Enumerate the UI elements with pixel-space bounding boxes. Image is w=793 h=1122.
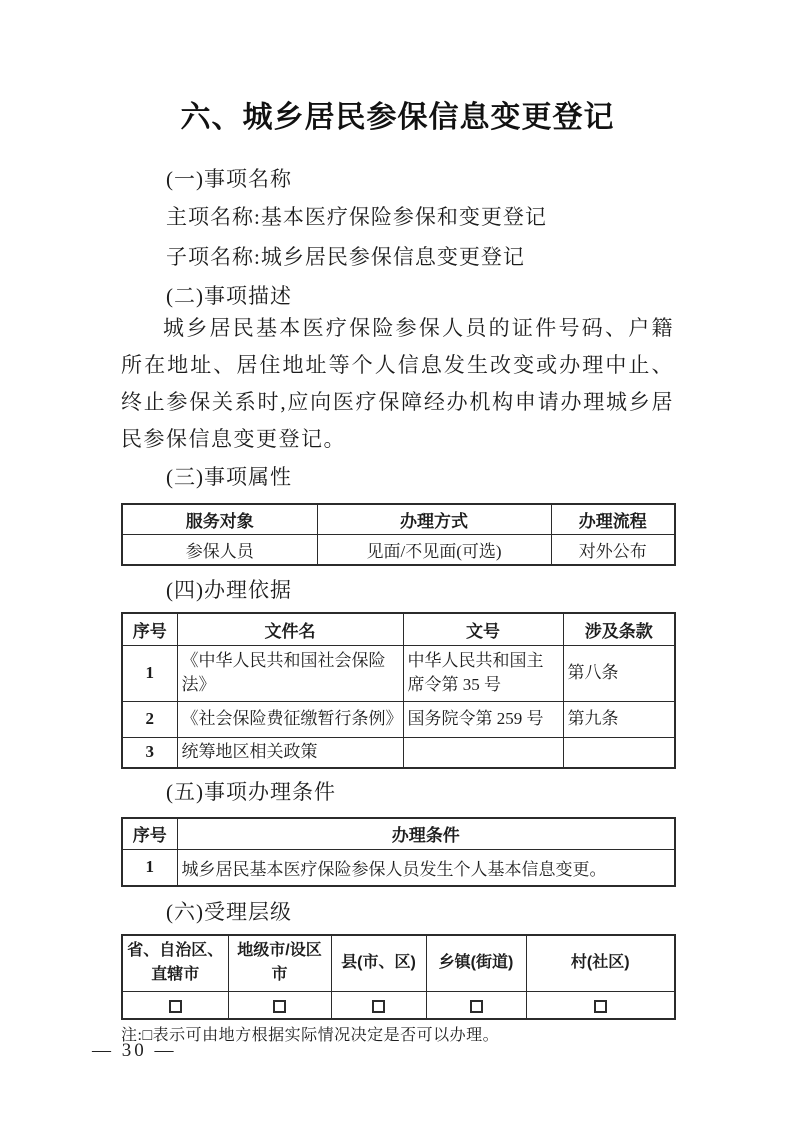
table-cell: 国务院令第 259 号 (403, 701, 563, 737)
conditions-table (121, 817, 676, 887)
table-cell (403, 737, 563, 768)
table-cell: 城乡居民基本医疗保险参保人员发生个人基本信息变更。 (177, 849, 675, 886)
section-heading-3: (三)事项属性 (166, 465, 292, 489)
table-cell (331, 991, 426, 1019)
table-cell (122, 991, 228, 1019)
table-header-cell: 省、自治区、直辖市 (122, 935, 228, 991)
table-cell: 第八条 (563, 645, 675, 701)
checkbox-icon (273, 1000, 286, 1013)
table-header-cell: 地级市/设区市 (228, 935, 331, 991)
table-cell: 见面/不见面(可选) (317, 535, 551, 566)
table-header-cell: 乡镇(街道) (426, 935, 526, 991)
attributes-table (121, 503, 676, 566)
table-header-cell: 序号 (122, 818, 177, 849)
table-cell (526, 991, 675, 1019)
table-header-cell: 文件名 (177, 613, 403, 645)
checkbox-icon (470, 1000, 483, 1013)
section-heading-2: (二)事项描述 (166, 284, 292, 308)
section-heading-1: (一)事项名称 (166, 167, 292, 191)
checkbox-row (122, 991, 675, 1019)
table-header-cell: 办理方式 (317, 504, 551, 535)
table-header-cell: 县(市、区) (331, 935, 426, 991)
row-number-cell: 1 (122, 849, 177, 886)
table-header-cell: 服务对象 (122, 504, 317, 535)
checkbox-icon (372, 1000, 385, 1013)
row-number-cell: 2 (122, 701, 177, 737)
table-header-cell: 办理流程 (551, 504, 675, 535)
table-row (122, 737, 675, 768)
table-header-cell: 文号 (403, 613, 563, 645)
table-header-row (122, 818, 675, 849)
table-cell: 对外公布 (551, 535, 675, 566)
table-header-row (122, 613, 675, 645)
sub-item-name-line: 子项名称:城乡居民参保信息变更登记 (166, 245, 525, 269)
acceptance-levels-table (121, 934, 676, 1020)
item-description-paragraph: 城乡居民基本医疗保险参保人员的证件号码、户籍所在地址、居住地址等个人信息发生改变或办理中止、终止参保关系时,应向医疗保障经办机构申请办理城乡居民参保信息变更登记。 (121, 316, 674, 451)
row-number-cell: 1 (122, 645, 177, 701)
table-cell: 《中华人民共和国社会保险法》 (177, 645, 403, 701)
table-cell (426, 991, 526, 1019)
table-cell: 第九条 (563, 701, 675, 737)
table-cell: 参保人员 (122, 535, 317, 566)
table-row (122, 535, 675, 566)
section-heading-5: (五)事项办理条件 (166, 780, 336, 804)
page-title: 六、城乡居民参保信息变更登记 (180, 101, 615, 134)
section-heading-6: (六)受理层级 (166, 900, 292, 924)
table-header-row (122, 935, 675, 991)
table-cell: 统筹地区相关政策 (177, 737, 403, 768)
table-cell (228, 991, 331, 1019)
table-header-cell: 办理条件 (177, 818, 675, 849)
table-row (122, 701, 675, 737)
table-row (122, 645, 675, 701)
table-row (122, 849, 675, 886)
table-header-row (122, 504, 675, 535)
table-cell: 《社会保险费征缴暂行条例》 (177, 701, 403, 737)
legal-basis-table (121, 612, 676, 769)
footnote: 注:□表示可由地方根据实际情况决定是否可以办理。 (121, 1027, 500, 1044)
table-cell: 中华人民共和国主席令第 35 号 (403, 645, 563, 701)
checkbox-icon (169, 1000, 182, 1013)
page-number: — 30 — (92, 1040, 177, 1061)
table-header-cell: 村(社区) (526, 935, 675, 991)
table-header-cell: 序号 (122, 613, 177, 645)
row-number-cell: 3 (122, 737, 177, 768)
section-heading-4: (四)办理依据 (166, 578, 292, 602)
main-item-name-line: 主项名称:基本医疗保险参保和变更登记 (166, 205, 547, 229)
table-cell (563, 737, 675, 768)
checkbox-icon (594, 1000, 607, 1013)
table-header-cell: 涉及条款 (563, 613, 675, 645)
